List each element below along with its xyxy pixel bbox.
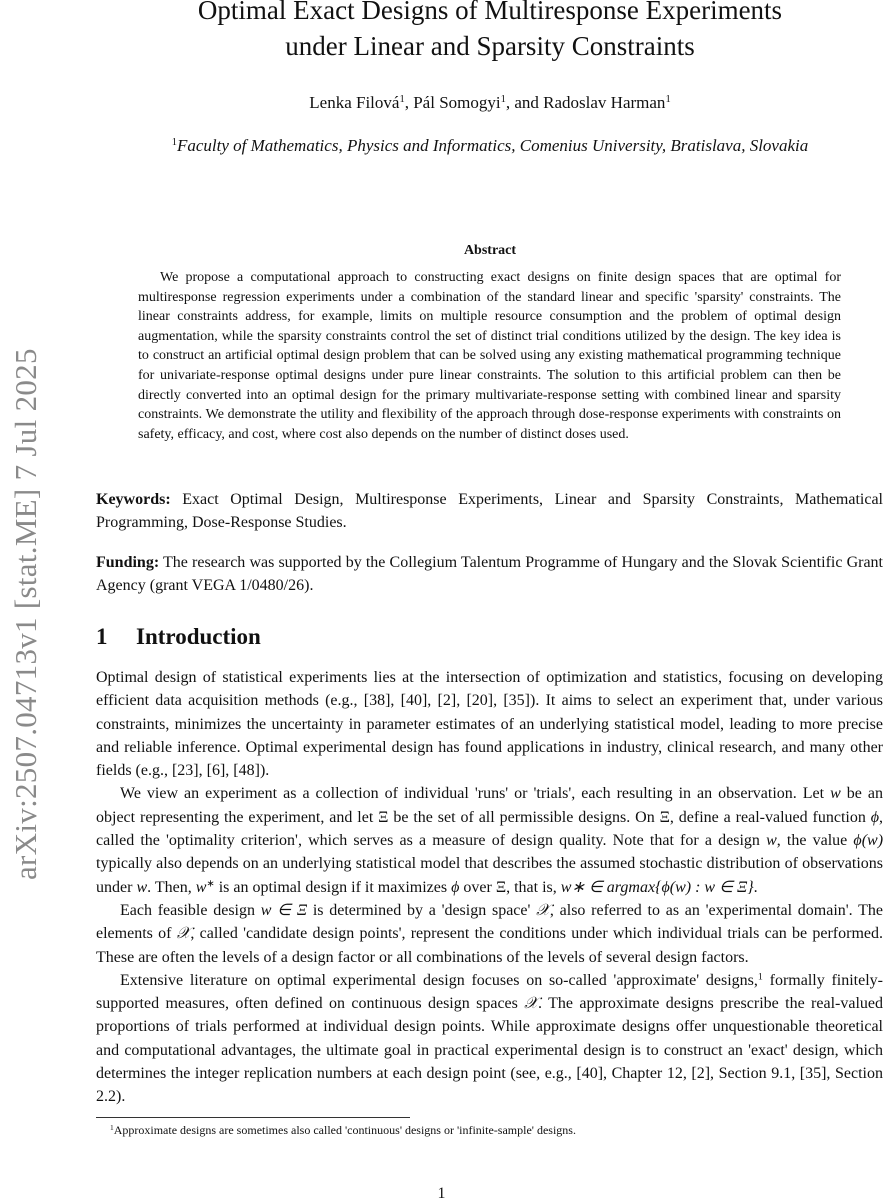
paper-title <box>100 0 880 64</box>
arxiv-identifier: arXiv:2507.04713v1 [stat.ME] 7 Jul 2025 <box>8 348 43 880</box>
text-run: , called the 'optimality criterion', which serves as a measure of design quality. Note that for a design <box>96 808 883 850</box>
intro-paragraph-4 <box>96 969 883 1109</box>
author-affil-mark: 1 <box>500 94 506 106</box>
math-w: w <box>830 785 841 803</box>
footnote-ref: 1 <box>757 971 763 983</box>
keywords-label: Keywords: <box>96 491 171 508</box>
keywords <box>96 488 883 534</box>
footnote-text: Approximate designs are sometimes also called 'continuous' designs or 'infinite-sample' designs. <box>113 1123 576 1137</box>
text-run: , the value <box>776 832 854 850</box>
math-w: w <box>136 878 148 896</box>
text-run: . Then, <box>147 878 196 896</box>
intro-paragraph-3 <box>96 899 883 969</box>
author-name: Radoslav Harman <box>543 93 666 112</box>
text-run: We view an experiment as a collection of individual 'runs' or 'trials', each resulting in an observation. Let <box>120 785 831 803</box>
affiliation-mark: 1 <box>171 137 177 149</box>
math-phi: ϕ <box>870 808 880 826</box>
title-line-1: Optimal Exact Designs of Multiresponse Experiments <box>197 0 783 25</box>
math-design-space: 𝒳 <box>524 995 539 1013</box>
text-run: is an optimal design if it maximizes <box>214 878 452 896</box>
text-run: is determined by a 'design space' <box>307 901 537 919</box>
funding-label: Funding: <box>96 554 160 571</box>
math-design-space: 𝒳 <box>536 901 550 919</box>
section-title: Introduction <box>136 624 261 649</box>
author-affil-mark: 1 <box>665 94 671 106</box>
math-xi: Ξ <box>378 808 389 826</box>
author-name: Lenka Filová <box>309 93 400 112</box>
text-run: , also referred to as an 'experimental domain'. The elements of <box>96 901 883 943</box>
funding-text: The research was supported by the Collegium Talentum Programme of Hungary and the Slovak Scientific Grant Agency (grant VEGA 1/0480/26). <box>96 554 883 594</box>
math-w-in-xi: w ∈ Ξ <box>260 901 308 919</box>
math-phi-w: ϕ(w) <box>853 832 883 850</box>
math-star: ∗ <box>206 878 215 890</box>
text-run: over <box>459 878 496 896</box>
math-w: w <box>766 832 777 850</box>
introduction-body <box>96 666 883 1109</box>
math-xi: Ξ <box>659 808 670 826</box>
author-separator: , and <box>505 93 544 112</box>
text-run: be an object representing the experiment, and let <box>96 785 883 826</box>
footnote <box>110 1122 880 1138</box>
section-heading <box>96 622 883 652</box>
math-w-star: w <box>195 878 207 896</box>
text-run: , called 'candidate design points', represent the conditions under which individual trials can be performed. These are often the levels of a design factor or all combinations of the levels of several design factors. <box>96 925 883 966</box>
intro-paragraph-1: Optimal design of statistical experiments lies at the intersection of optimization and statistics, focusing on developing efficient data acquisition methods (e.g., [38], [40], [2], [20], [35]). It aims to select an experiment that, under various constraints, minimizes the uncertainty in parameter estimates of an underlying statistical model, leading to more precise and reliable inference. Optimal experimental design has found applications in industry, clinical research, and many other fields (e.g., [23], [6], [48]). <box>96 669 883 780</box>
author-affil-mark: 1 <box>399 94 405 106</box>
text-run: be the set of all permissible designs. On <box>388 808 660 826</box>
intro-paragraph-2 <box>96 782 883 898</box>
footnote-divider <box>96 1117 410 1118</box>
text-run: . <box>753 878 758 896</box>
funding <box>96 551 883 597</box>
page-number: 1 <box>437 1185 446 1202</box>
text-run: . The approximate designs prescribe the real-valued proportions of trials performed at individual design points. While approximate designs offer unquestionable theoretical and computational advantages, the ultimate goal in practical experimental design is to construct an 'exact' design, which determines the integer replication numbers at each design point (see, e.g., [40], Chapter 12, [2], Section 9.1, [35], Section 2.2). <box>96 995 883 1106</box>
math-design-space: 𝒳 <box>176 925 191 943</box>
affiliation-text: Faculty of Mathematics, Physics and Informatics, Comenius University, Bratislava, Slovakia <box>176 136 809 155</box>
math-phi: ϕ <box>451 878 460 896</box>
section-number: 1 <box>96 624 108 649</box>
abstract-text: We propose a computational approach to constructing exact designs on finite design spaces that are optimal for multiresponse regression experiments under a combination of the standard linear and specific 'sparsity' constraints. The linear constraints address, for example, limits on multiple resource consumption and the problem of optimal design augmentation, while the sparsity constraints control the set of distinct trial conditions utilized by the design. The key idea is to construct an artificial optimal design problem that can be solved using any existing mathematical programming technique for univariate-response optimal designs under pure linear constraints. The solution to this artificial problem can then be directly converted into an optimal design for the primary multivariate-response setting with combined linear and sparsity constraints. We demonstrate the utility and flexibility of the approach through dose-response experiments with constraints on safety, efficacy, and cost, where cost also depends on the number of distinct doses used. <box>138 270 841 442</box>
text-run: Extensive literature on optimal experimental design focuses on so-called 'approximate' designs, <box>120 971 758 989</box>
text-run: typically also depends on an underlying statistical model that describes the assumed stochastic distribution of observations under <box>96 855 883 896</box>
text-run: , define a real-valued function <box>669 808 871 826</box>
keywords-text: Exact Optimal Design, Multiresponse Experiments, Linear and Sparsity Constraints, Mathematical Programming, Dose-Response Studies. <box>96 491 883 531</box>
author-separator: , <box>404 93 414 112</box>
math-argmax: w∗ ∈ argmax{ϕ(w) : w ∈ Ξ} <box>560 878 754 896</box>
abstract-heading: Abstract <box>463 243 517 258</box>
author-name: Pál Somogyi <box>413 93 501 112</box>
footnote-mark: 1 <box>110 1122 114 1132</box>
text-run: formally finitely-supported measures, often defined on continuous design spaces <box>96 971 883 1013</box>
text-run: , that is, <box>506 878 561 896</box>
affiliation <box>100 133 880 158</box>
title-line-2: under Linear and Sparsity Constraints <box>285 31 695 61</box>
author-list <box>100 91 880 115</box>
text-run: Each feasible design <box>120 901 261 919</box>
math-xi: Ξ <box>495 878 507 896</box>
